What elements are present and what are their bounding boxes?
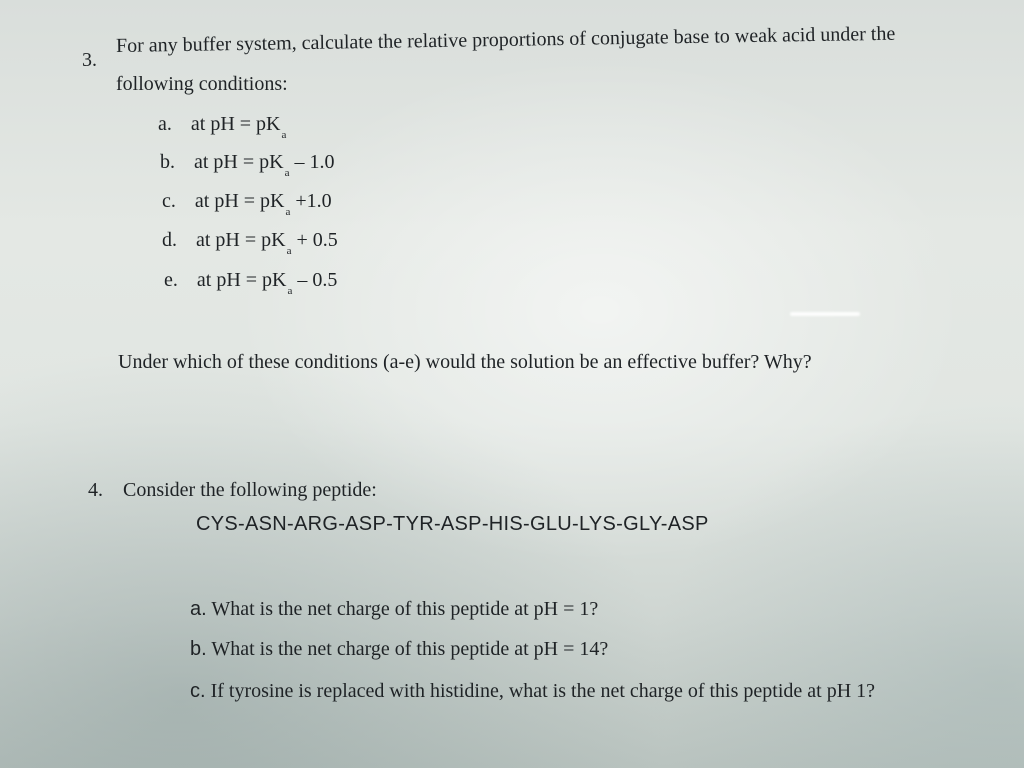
q3-item-letter: e.	[164, 269, 178, 291]
q3-item-b	[160, 150, 335, 177]
q3-prompt-line-1: For any buffer system, calculate the relative proportions of conjugate base to weak acid under the	[115, 22, 896, 57]
q4-item-c	[190, 679, 875, 703]
q3-item-suffix: – 0.5	[292, 269, 338, 291]
q3-item-letter: b.	[160, 151, 175, 173]
q3-followup-question: Under which of these conditions (a-e) would the solution be an effective buffer? Why?	[118, 351, 812, 373]
subscript-a: a	[281, 129, 287, 141]
q4-item-text: What is the net charge of this peptide at pH = 1?	[211, 598, 599, 620]
q4-item-text: What is the net charge of this peptide at pH = 14?	[211, 638, 609, 660]
q3-item-letter: d.	[162, 229, 177, 251]
q3-item-c	[162, 189, 332, 216]
subscript-a: a	[285, 206, 291, 218]
q4-item-letter: c.	[190, 680, 206, 702]
q4-item-a	[190, 597, 598, 621]
q4-number: 4.	[88, 479, 103, 501]
q3-prompt-line-2: following conditions:	[116, 73, 288, 95]
q3-item-letter: a.	[158, 113, 172, 135]
q3-item-expression: at pH = pK	[194, 190, 285, 212]
q3-item-letter: c.	[162, 190, 176, 212]
subscript-a: a	[287, 285, 293, 297]
peptide-sequence: CYS-ASN-ARG-ASP-TYR-ASP-HIS-GLU-LYS-GLY-ASP	[196, 513, 709, 535]
q3-item-a	[158, 112, 286, 139]
q3-item-suffix: + 0.5	[291, 229, 338, 251]
q3-item-expression: at pH = pK	[194, 151, 284, 173]
q4-item-text: If tyrosine is replaced with histidine, what is the net charge of this peptide at pH 1?	[210, 680, 876, 702]
q3-number: 3.	[82, 49, 97, 71]
q4-item-letter: b.	[190, 638, 207, 660]
q3-item-expression: at pH = pK	[190, 113, 281, 135]
light-glare	[790, 312, 860, 316]
q3-item-expression: at pH = pK	[196, 229, 286, 251]
q3-item-d	[162, 228, 338, 255]
q4-item-letter: a.	[190, 598, 207, 620]
q4-intro: Consider the following peptide:	[123, 479, 377, 501]
q3-item-e	[164, 268, 337, 295]
subscript-a: a	[286, 245, 292, 257]
subscript-a: a	[284, 167, 290, 179]
q3-item-suffix: +1.0	[290, 190, 332, 212]
q3-item-expression: at pH = pK	[196, 269, 287, 291]
q4-item-b	[190, 637, 608, 661]
q3-item-suffix: – 1.0	[289, 151, 335, 173]
